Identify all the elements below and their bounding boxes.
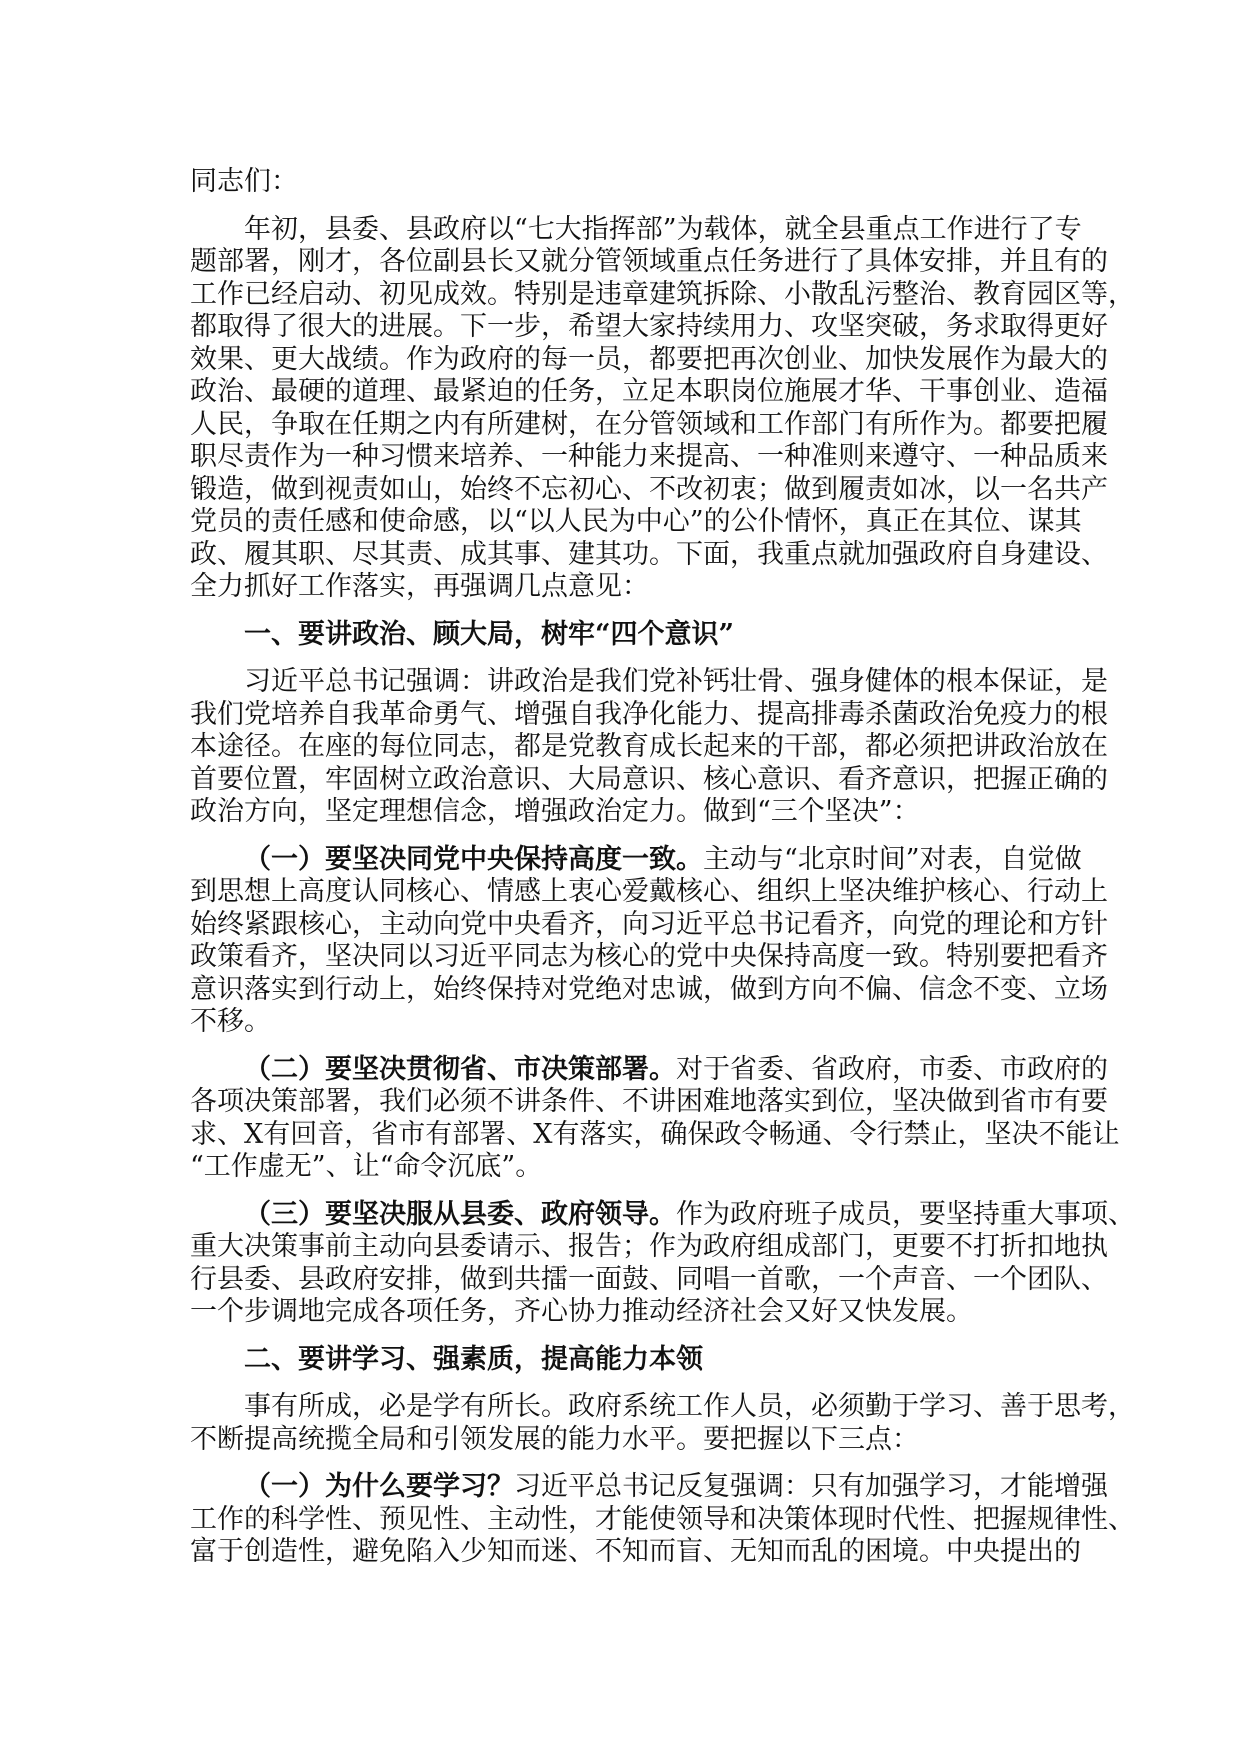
line-text: 行县委、县政府安排，做到共擂一面鼓、同唱一首歌，一个声音、一个团队、 [190,1263,1108,1295]
text-line [190,473,1108,507]
line-text: 意识落实到行动上，始终保持对党绝对忠诚，做到方向不偏、信念不变、立场 [190,973,1108,1005]
text-line [190,698,1108,732]
paragraph [190,666,1108,829]
text-line [190,941,1108,974]
text-line [190,1344,1052,1377]
text-line [190,876,1108,909]
text-line [190,1198,1135,1232]
line-text: 一个步调地完成各项任务，齐心协力推动经济社会又好又快发展。 [190,1296,973,1327]
bold-lead: （三）要坚决服从县委、政府领导。 [244,1198,676,1230]
line-text: 作为政府班子成员，要坚持重大事项、 [676,1198,1135,1230]
text-line [190,973,1108,1007]
text-line [190,343,1108,377]
line-text: 都取得了很大的进展。下一步，希望大家持续用力、攻坚突破，务求取得更好 [190,311,1108,342]
line-text: 效果、更大战绩。作为政府的每一员，都要把再次创业、加快发展作为最大的 [190,343,1108,375]
line-text: 政治方向，坚定理想信念，增强政治定力。做到“三个坚决”： [190,796,920,827]
line-text: 到思想上高度认同核心、情感上衷心爱戴核心、组织上坚决维护核心、行动上 [190,876,1108,907]
section-heading [190,619,1052,652]
line-text: 二、要讲学习、强素质，提高能力本领 [244,1343,703,1375]
line-text: 锻造，做到视责如山，始终不忘初心、不改初衷；做到履责如冰，以一名共产 [190,473,1108,505]
line-text: 富于创造性，避免陷入少知而迷、不知而盲、无知而乱的困境。中央提出的 [190,1536,1081,1567]
line-text: 本途径。在座的每位同志，都是党教育成长起来的干部，都必须把讲政治放在 [190,731,1108,762]
text-line [190,408,1108,442]
salutation [190,166,1052,199]
text-line [190,376,1108,409]
line-text: 一、要讲政治、顾大局，树牢“四个意识” [244,618,735,650]
text-line [190,1053,1108,1087]
text-line [190,1424,1052,1457]
line-text: 工作的科学性、预见性、主动性，才能使领导和决策体现时代性、把握规律性、 [190,1503,1135,1535]
text-line [190,1006,1052,1039]
text-line [190,1296,1052,1329]
line-text: 主动与“北京时间”对表，自觉做 [703,843,1082,875]
line-text: 习近平总书记反复强调：只有加强学习，才能增强 [514,1471,1108,1502]
line-text: 题部署，刚才，各位副县长又就分管领域重点任务进行了具体安排，并且有的 [190,246,1108,277]
text-line [190,441,1108,474]
text-line [190,666,1108,699]
text-line [190,1086,1108,1119]
line-text: 始终紧跟核心，主动向党中央看齐，向习近平总书记看齐，向党的理论和方针 [190,908,1108,940]
line-text: 年初，县委、县政府以“七大指挥部”为载体，就全县重点工作进行了专 [244,213,1082,245]
text-line [190,908,1108,942]
text-line [190,763,1108,797]
text-line [190,1536,1081,1569]
text-line [190,1263,1108,1297]
text-line [190,1503,1135,1537]
text-line [190,843,1082,877]
line-text: 首要位置，牢固树立政治意识、大局意识、核心意识、看齐意识，把握正确的 [190,763,1108,795]
text-line [190,213,1082,247]
line-text: 政策看齐，坚决同以习近平同志为核心的党中央保持高度一致。特别要把看齐 [190,941,1108,972]
text-line [190,571,1052,604]
line-text: 不移。 [190,1006,271,1037]
line-text: 求、X有回音，省市有部署、X有落实，确保政令畅通、令行禁止，坚决不能让 [190,1118,1120,1150]
line-text: 对于省委、省政府，市委、市政府的 [676,1053,1108,1085]
text-line [190,1391,1135,1424]
line-text: 政、履其职、尽其责、成其事、建其功。下面，我重点就加强政府自身建设、 [190,538,1108,570]
line-text: 不断提高统揽全局和引领发展的能力水平。要把握以下三点： [190,1423,919,1455]
bold-lead: （一）要坚决同党中央保持高度一致。 [244,843,703,875]
section-heading [190,1344,1052,1377]
paragraph [190,1053,1120,1184]
line-text: 党员的责任感和使命感，以“以人民为中心”的公仆情怀，真正在其位、谋其 [190,506,1082,537]
text-line [190,619,1052,652]
line-text: “工作虚无”、让“命令沉底”。 [190,1151,543,1182]
line-text: 职尽责作为一种习惯来培养、一种能力来提高、一种准则来遵守、一种品质来 [190,441,1108,472]
line-text: 重大决策事前主动向县委请示、报告；作为政府组成部门，更要不打折扣地执 [190,1231,1108,1262]
text-line [190,506,1082,539]
document-body [190,166,1135,1569]
line-text: 我们党培养自我革命勇气、增强自我净化能力、提高排毒杀菌政治免疫力的根 [190,698,1108,730]
line-text: 政治、最硬的道理、最紧迫的任务，立足本职岗位施展才华、干事创业、造福 [190,376,1108,407]
line-text: 人民，争取在任期之内有所建树，在分管领域和工作部门有所作为。都要把履 [190,408,1108,440]
text-line [190,1151,1052,1184]
text-line [190,246,1108,279]
text-line [190,1471,1108,1504]
line-text: 习近平总书记强调：讲政治是我们党补钙壮骨、强身健体的根本保证，是 [244,666,1108,697]
bold-lead: （一）为什么要学习？ [244,1471,514,1502]
text-line [190,1231,1108,1264]
line-text: 同志们： [190,166,298,197]
text-line [190,538,1108,572]
paragraph [190,843,1108,1039]
paragraph [190,1198,1135,1329]
paragraph [190,1391,1135,1456]
line-text: 工作已经启动、初见成效。特别是违章建筑拆除、小散乱污整治、教育园区等， [190,278,1135,310]
paragraph [190,1471,1135,1569]
text-line [190,796,1052,829]
bold-lead: （二）要坚决贯彻省、市决策部署。 [244,1053,676,1085]
text-line [190,278,1135,312]
text-line [190,1118,1120,1152]
line-text: 全力抓好工作落实，再强调几点意见： [190,571,649,602]
text-line [190,731,1108,764]
line-text: 事有所成，必是学有所长。政府系统工作人员，必须勤于学习、善于思考， [244,1391,1135,1422]
text-line [190,311,1108,344]
text-line [190,166,1052,199]
paragraph [190,213,1135,604]
line-text: 各项决策部署，我们必须不讲条件、不讲困难地落实到位，坚决做到省市有要 [190,1086,1108,1117]
